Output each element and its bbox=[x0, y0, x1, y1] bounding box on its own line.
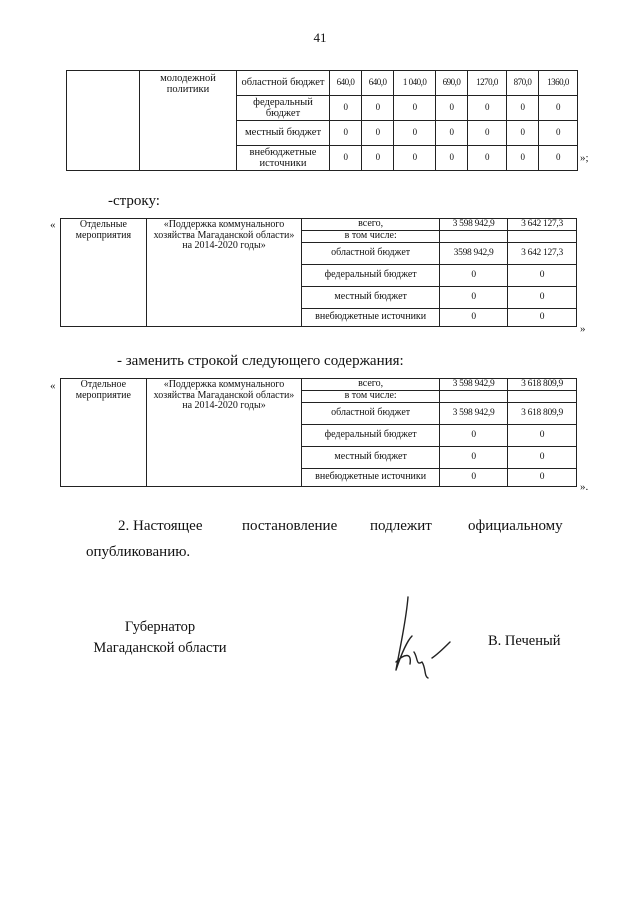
value-cell: 640,0 bbox=[362, 71, 394, 96]
value-cell: 0 bbox=[468, 146, 507, 171]
page-number: 41 bbox=[313, 30, 327, 45]
signature-title-line2: Магаданской области bbox=[93, 640, 227, 657]
value-cell-2: 0 bbox=[508, 425, 577, 447]
paragraph-last-line: опубликованию. bbox=[86, 544, 191, 560]
budget-table-continuation bbox=[66, 70, 578, 171]
value-cell: 1 040,0 bbox=[394, 71, 436, 96]
empty-cell bbox=[67, 71, 140, 171]
funding-source-cell: областной бюджет bbox=[237, 71, 330, 96]
value-cell: 0 bbox=[539, 121, 578, 146]
section1-open-quote: « bbox=[50, 219, 56, 231]
value-cell: 0 bbox=[362, 121, 394, 146]
section2-table bbox=[60, 378, 577, 487]
value-cell: 0 bbox=[468, 121, 507, 146]
funding-label-cell: областной бюджет bbox=[302, 403, 440, 425]
funding-label-cell: местный бюджет bbox=[302, 447, 440, 469]
value-cell-2: 0 bbox=[508, 447, 577, 469]
value-cell-2: 0 bbox=[508, 287, 577, 309]
value-cell: 0 bbox=[330, 121, 362, 146]
value-cell-1 bbox=[440, 391, 508, 403]
funding-source-cell: внебюджетные источники bbox=[237, 146, 330, 171]
value-cell: 0 bbox=[330, 146, 362, 171]
value-cell: 870,0 bbox=[506, 71, 538, 96]
value-cell: 640,0 bbox=[330, 71, 362, 96]
value-cell: 0 bbox=[539, 146, 578, 171]
value-cell-1: 3598 942,9 bbox=[440, 243, 508, 265]
table-row bbox=[67, 71, 578, 96]
value-cell-1: 3 598 942,9 bbox=[440, 219, 508, 231]
value-cell-1: 0 bbox=[440, 425, 508, 447]
value-cell: 0 bbox=[436, 96, 468, 121]
program-cell: «Поддержка коммунального хозяйства Магаданской области» на 2014-2020 годы» bbox=[146, 379, 302, 487]
value-cell: 0 bbox=[330, 96, 362, 121]
table-row bbox=[61, 219, 577, 231]
funding-label-cell: федеральный бюджет bbox=[302, 425, 440, 447]
value-cell: 0 bbox=[394, 146, 436, 171]
value-cell: 0 bbox=[436, 121, 468, 146]
value-cell-2: 3 642 127,3 bbox=[508, 219, 577, 231]
section1-close-quote: » bbox=[580, 323, 586, 335]
value-cell-2: 0 bbox=[508, 469, 577, 487]
program-cell: «Поддержка коммунального хозяйства Магаданской области» на 2014-2020 годы» bbox=[146, 219, 302, 327]
paragraph-word-1: 2. Настоящее bbox=[118, 518, 203, 534]
value-cell: 0 bbox=[506, 121, 538, 146]
funding-label-cell: в том числе: bbox=[302, 391, 440, 403]
value-cell: 0 bbox=[362, 146, 394, 171]
value-cell: 0 bbox=[362, 96, 394, 121]
paragraph-word-2: постановление bbox=[242, 518, 338, 534]
funding-label-cell: областной бюджет bbox=[302, 243, 440, 265]
value-cell: 0 bbox=[506, 146, 538, 171]
section1-table bbox=[60, 218, 577, 327]
value-cell-2 bbox=[508, 391, 577, 403]
funding-label-cell: местный бюджет bbox=[302, 287, 440, 309]
paragraph-word-3: подлежит bbox=[370, 518, 432, 534]
program-name-cell: молодежной политики bbox=[140, 71, 237, 171]
value-cell-2: 3 618 809,9 bbox=[508, 379, 577, 391]
paragraph-word-4: официальному bbox=[468, 518, 563, 534]
funding-label-cell: в том числе: bbox=[302, 231, 440, 243]
value-cell: 0 bbox=[468, 96, 507, 121]
value-cell-1: 0 bbox=[440, 287, 508, 309]
value-cell-1: 3 598 942,9 bbox=[440, 403, 508, 425]
value-cell: 0 bbox=[506, 96, 538, 121]
section1-heading: -строку: bbox=[108, 193, 160, 209]
signature-title-line1: Губернатор bbox=[124, 619, 196, 635]
value-cell: 690,0 bbox=[436, 71, 468, 96]
value-cell: 0 bbox=[394, 96, 436, 121]
value-cell: 1270,0 bbox=[468, 71, 507, 96]
section2-close-quote: ». bbox=[580, 481, 589, 493]
funding-label-cell: федеральный бюджет bbox=[302, 265, 440, 287]
table-row bbox=[61, 379, 577, 391]
section2-open-quote: « bbox=[50, 380, 56, 392]
value-cell-2: 3 642 127,3 bbox=[508, 243, 577, 265]
value-cell-2: 0 bbox=[508, 309, 577, 327]
value-cell-1 bbox=[440, 231, 508, 243]
funding-source-cell: федеральный бюджет bbox=[237, 96, 330, 121]
value-cell-1: 3 598 942,9 bbox=[440, 379, 508, 391]
funding-label-cell: внебюджетные источники bbox=[302, 309, 440, 327]
value-cell-1: 0 bbox=[440, 265, 508, 287]
value-cell: 1360,0 bbox=[539, 71, 578, 96]
activity-cell: Отдельное мероприятие bbox=[61, 379, 147, 487]
value-cell: 0 bbox=[436, 146, 468, 171]
section2-heading: - заменить строкой следующего содержания: bbox=[117, 353, 404, 369]
value-cell-1: 0 bbox=[440, 469, 508, 487]
value-cell-2 bbox=[508, 231, 577, 243]
closing-quote-top: »; bbox=[580, 152, 589, 164]
value-cell: 0 bbox=[539, 96, 578, 121]
value-cell-2: 0 bbox=[508, 265, 577, 287]
signature-name: В. Печеный bbox=[488, 633, 561, 649]
value-cell: 0 bbox=[394, 121, 436, 146]
activity-cell: Отдельные мероприятия bbox=[61, 219, 147, 327]
value-cell-1: 0 bbox=[440, 309, 508, 327]
funding-label-cell: всего, bbox=[302, 219, 440, 231]
funding-label-cell: внебюджетные источники bbox=[302, 469, 440, 487]
value-cell-1: 0 bbox=[440, 447, 508, 469]
signature-title bbox=[70, 617, 250, 659]
funding-source-cell: местный бюджет bbox=[237, 121, 330, 146]
value-cell-2: 3 618 809,9 bbox=[508, 403, 577, 425]
funding-label-cell: всего, bbox=[302, 379, 440, 391]
handwritten-signature bbox=[378, 592, 458, 682]
